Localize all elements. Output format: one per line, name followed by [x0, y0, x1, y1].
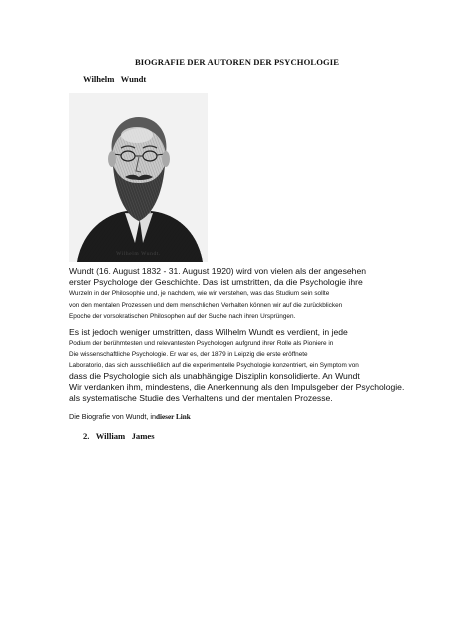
paragraph-2-line: als systematische Studie des Verhaltens und der mentalen Prozesse. [69, 393, 333, 403]
paragraph-2-line: dass die Psychologie sich als unabhängige Disziplin konsolidierte. An Wundt [69, 371, 360, 381]
subject-heading: Wilhelm Wundt [83, 74, 147, 84]
paragraph-1 [69, 266, 366, 323]
portrait-image [69, 93, 208, 262]
paragraph-2-line: Laboratorio, das sich ausschließlich auf die experimentelle Psychologie konzentriert, ein Symptom von [69, 362, 359, 369]
paragraph-2-line: Die wissenschaftliche Psychologie. Er war es, der 1879 in Leipzig die erste eröffnete [69, 351, 308, 358]
biography-link[interactable]: dieser Link [155, 413, 191, 421]
paragraph-1-line: von den mentalen Prozessen und dem menschlichen Verhalten können wir auf die zurückblicken [69, 301, 343, 309]
biography-link-line [69, 412, 191, 421]
paragraph-2 [69, 327, 404, 404]
paragraph-1-line: Wundt (16. August 1832 - 31. August 1920) wird von vielen als der angesehen [69, 266, 366, 276]
paragraph-1-line: erster Psychologe der Geschichte. Das ist umstritten, da die Psychologie ihre [69, 277, 363, 287]
paragraph-2-line: Podium der berühmtesten und relevantesten Psychologen aufgrund ihrer Rolle als Pioniere in [69, 340, 334, 347]
next-author-heading: 2. William James [83, 431, 155, 441]
link-prefix: Die Biografie von Wundt, in [69, 412, 156, 421]
paragraph-1-line: Epoche der vorsokratischen Philosophen auf der Suche nach ihren Ursprüngen. [69, 313, 296, 320]
paragraph-1-line: Wurzeln in der Philosophie und, je nachdem, wie wir verstehen, was das Studium sein sollte [69, 290, 330, 297]
paragraph-2-line: Es ist jedoch weniger umstritten, dass Wilhelm Wundt es verdient, in jede [69, 327, 348, 337]
portrait-caption: Wilhelm Wundt. [116, 251, 161, 257]
paragraph-2-line: Wir verdanken ihm, mindestens, die Anerkennung als den Impulsgeber der Psychologie. [69, 382, 405, 392]
document-title: BIOGRAFIE DER AUTOREN DER PSYCHOLOGIE [134, 57, 340, 67]
